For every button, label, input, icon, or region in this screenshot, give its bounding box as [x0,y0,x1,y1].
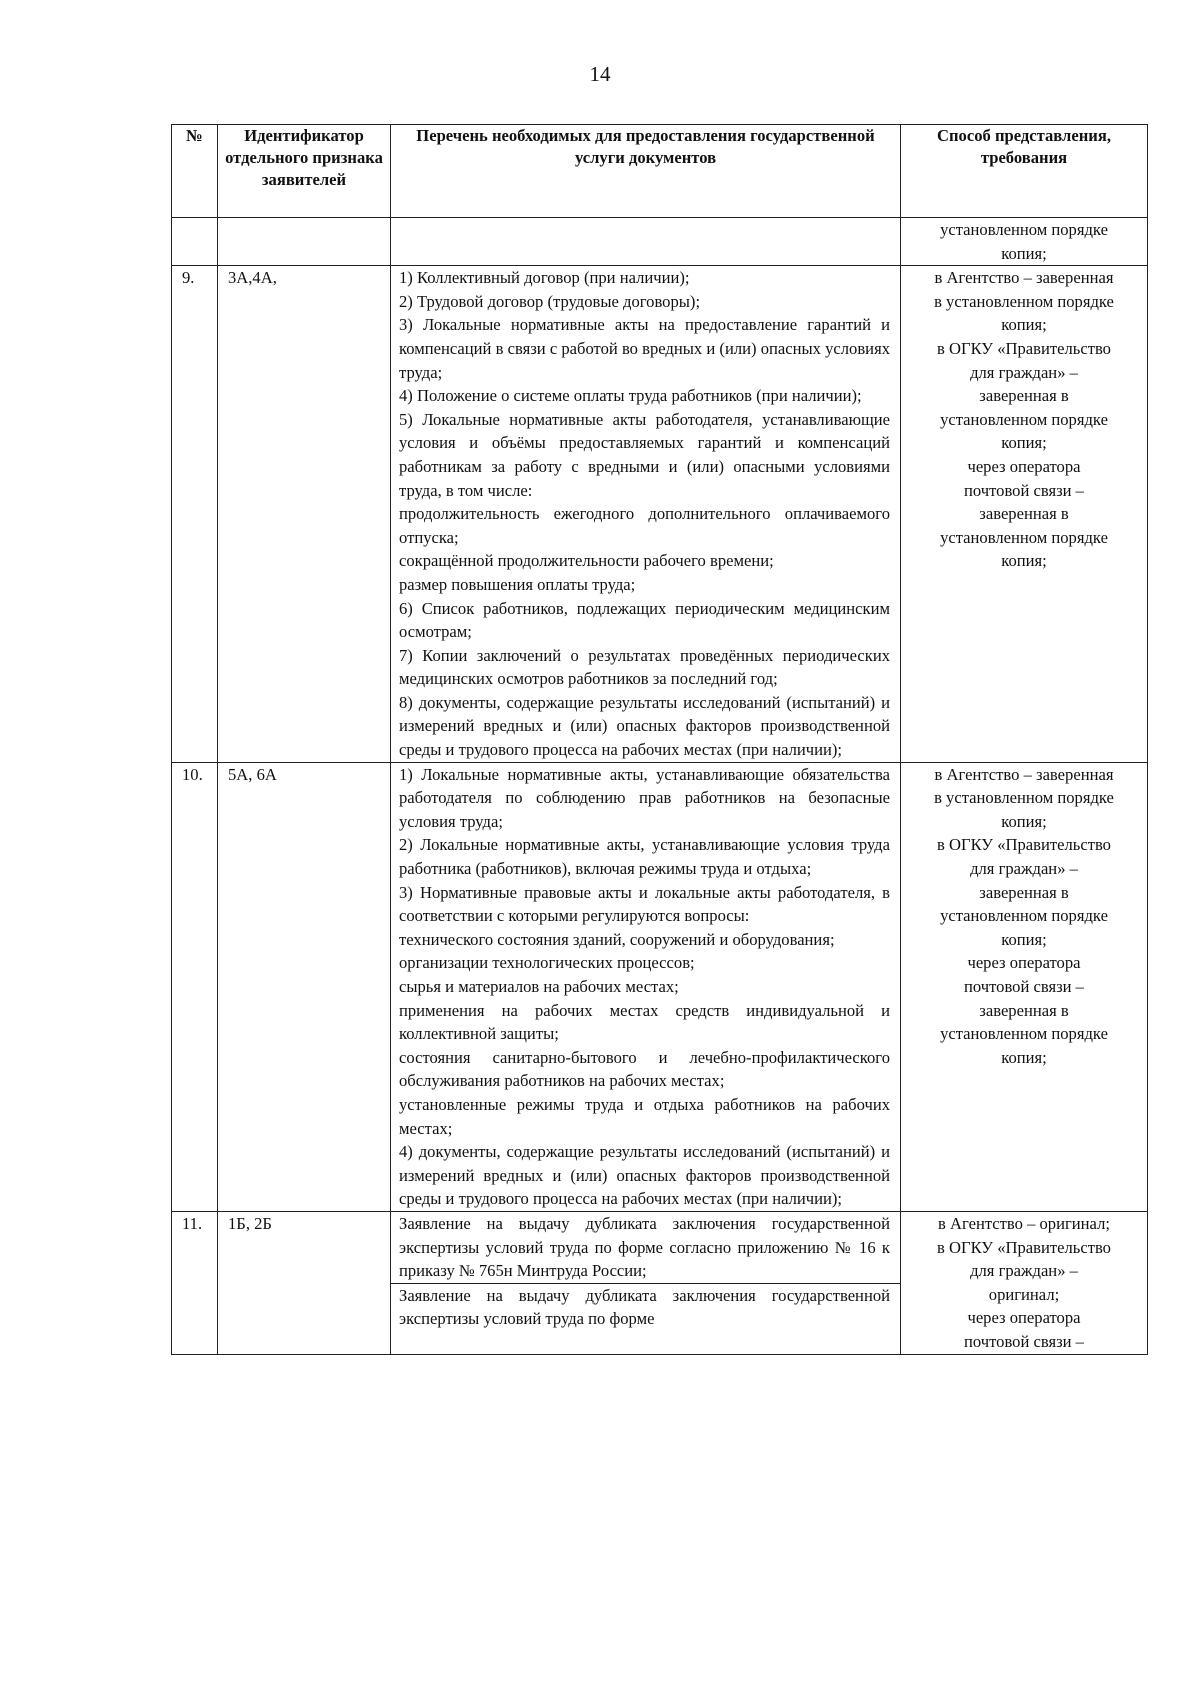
continuation-documents [391,218,901,266]
method-line: установленном порядке [940,906,1108,926]
header-method: Способ представления, требования [901,125,1148,218]
document-subcell [391,1283,900,1331]
row-num: 9. [172,266,218,762]
row-method [901,762,1148,1211]
document-item: 1) Локальные нормативные акты, устанавливающие обязательства работодателя по соблюдению прав работников на безопасные условия труда; [399,764,890,831]
method-line: копия; [1001,243,1047,263]
row-num: 10. [172,762,218,1211]
row-documents [391,1211,901,1354]
document-item: 3) Нормативные правовые акты и локальные акты работодателя, в соответствии с которыми регулируются вопросы: [399,882,890,926]
document-item: 6) Список работников, подлежащих периодическим медицинским осмотрам; [399,598,890,642]
header-documents: Перечень необходимых для предоставления государственной услуги документов [391,125,901,218]
documents-table [171,124,1148,1355]
method-line: заверенная в [979,1000,1069,1020]
row-identifier: 1Б, 2Б [218,1211,391,1354]
table-row [172,1211,1148,1354]
row-identifier: 3А,4А, [218,266,391,762]
method-line: копия; [1001,929,1047,949]
table-row [172,762,1148,1211]
document-item: 5) Локальные нормативные акты работодателя, устанавливающие условия и объёмы предоставляемых гарантий и компенсаций работникам за работу с вредными и (или) опасными условиями труда, в том числе: [399,409,890,500]
method-line: копия; [1001,551,1047,571]
method-line: копия; [1001,315,1047,335]
method-line: в установленном порядке [934,291,1114,311]
method-line: в ОГКУ «Правительство [937,835,1111,855]
method-line: почтовой связи – [964,1331,1084,1351]
document-item: состояния санитарно-бытового и лечебно-профилактического обслуживания работников на рабочих местах; [399,1047,890,1091]
document-item: 2) Локальные нормативные акты, устанавливающие условия труда работника (работников), включая режимы труда и отдыха; [399,835,890,879]
method-line: установленном порядке [940,527,1108,547]
method-line: копия; [1001,433,1047,453]
method-line: заверенная в [979,504,1069,524]
method-line: установленном порядке [940,1024,1108,1044]
method-line: почтовой связи – [964,480,1084,500]
row-documents [391,266,901,762]
document-item: сырья и материалов на рабочих местах; [399,977,679,996]
continuation-identifier [218,218,391,266]
method-line: через оператора [967,456,1081,476]
row-method [901,1211,1148,1354]
table-header-row [172,125,1148,218]
method-line: в установленном порядке [934,788,1114,808]
method-line: установленном порядке [940,220,1108,239]
document-item: 3) Локальные нормативные акты на предоставление гарантий и компенсаций в связи с работой во вредных и (или) опасных условиях труда; [399,315,890,382]
document-item: 4) документы, содержащие результаты исследований (испытаний) и измерений вредных и (или) опасных факторов производственной среды и трудового процесса на рабочих местах (при наличии); [399,1142,890,1209]
continuation-num [172,218,218,266]
method-line: оригинал; [988,1284,1060,1304]
header-identifier: Идентификатор отдельного признака заявителей [218,125,391,218]
document-item: размер повышения оплаты труда; [399,574,636,594]
document-item: 7) Копии заключений о результатах проведённых периодических медицинских осмотров работников за последний год; [399,645,890,689]
method-line: в Агентство – заверенная [934,268,1114,288]
document-item: технического состояния зданий, сооружений и оборудования; [399,929,835,949]
document-item: 2) Трудовой договор (трудовые договоры); [399,291,701,311]
method-line: для граждан» – [970,362,1078,382]
row-num: 11. [172,1211,218,1354]
document-item: Заявление на выдачу дубликата заключения государственной экспертизы условий труда по форме [399,1285,890,1329]
method-line: почтовой связи – [964,977,1084,996]
row-method [901,266,1148,762]
table-row [172,266,1148,762]
header-num: № [172,125,218,218]
method-line: в Агентство – заверенная [934,764,1114,784]
document-item: 8) документы, содержащие результаты исследований (испытаний) и измерений вредных и (или) опасных факторов производственной среды и трудового процесса на рабочих местах (при наличии); [399,692,890,760]
method-line: копия; [1001,811,1047,831]
document-item: организации технологических процессов; [399,953,695,973]
method-line: через оператора [967,1308,1081,1328]
method-line: для граждан» – [970,859,1078,879]
method-line: в ОГКУ «Правительство [937,1237,1111,1257]
row-documents [391,762,901,1211]
method-line: через оператора [967,953,1081,973]
method-line: заверенная в [979,386,1069,406]
document-item: Заявление на выдачу дубликата заключения государственной экспертизы условий труда по форме согласно приложению № 16 к приказу № 765н Минтруда России; [399,1213,890,1281]
document-item: установленные режимы труда и отдыха работников на рабочих местах; [399,1094,890,1138]
method-line: копия; [1001,1047,1047,1067]
method-line: заверенная в [979,882,1069,902]
continuation-row [172,218,1148,266]
method-line: для граждан» – [970,1261,1078,1281]
row-identifier: 5А, 6А [218,762,391,1211]
method-line: установленном порядке [940,409,1108,429]
document-item: 1) Коллективный договор (при наличии); [399,268,690,288]
document-item: продолжительность ежегодного дополнительного оплачиваемого отпуска; [399,504,890,547]
document-item: применения на рабочих местах средств индивидуальной и коллективной защиты; [399,1000,890,1044]
document-item: сокращённой продолжительности рабочего времени; [399,551,774,571]
document-item: 4) Положение о системе оплаты труда работников (при наличии); [399,386,862,406]
continuation-method [901,218,1148,266]
method-line: в Агентство – оригинал; [938,1213,1110,1233]
method-line: в ОГКУ «Правительство [937,338,1111,358]
page-number: 14 [589,62,611,86]
